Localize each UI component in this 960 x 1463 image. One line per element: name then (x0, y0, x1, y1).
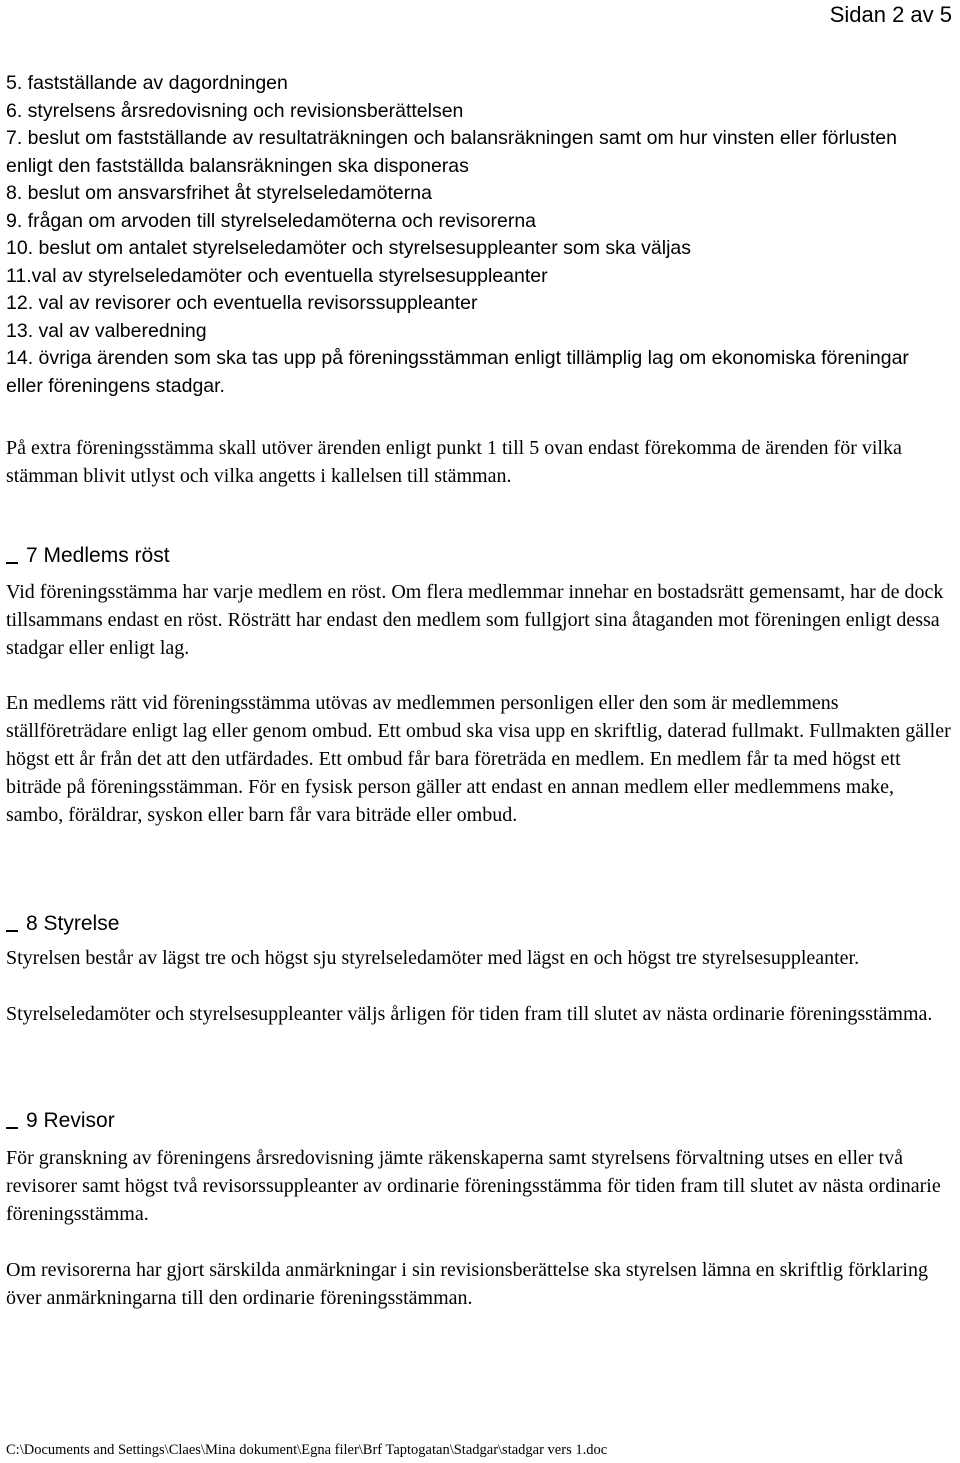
agenda-item: 12. val av revisorer och eventuella revisorssuppleanter (6, 292, 478, 314)
agenda-list (6, 70, 946, 400)
footer-file-path: C:\Documents and Settings\Claes\Mina dokument\Egna filer\Brf Taptogatan\Stadgar\stadgar vers 1.doc (6, 1442, 608, 1458)
agenda-item: 7. beslut om fastställande av resultaträkningen och balansräkningen samt om hur vinsten eller förlusten enligt den fastställda balansräkningen ska disponeras (6, 127, 897, 177)
page-number: Sidan 2 av 5 (829, 2, 952, 27)
agenda-item: 5. fastställande av dagordningen (6, 72, 288, 94)
section-9-paragraph-2 (6, 1256, 956, 1312)
paragraph-text: På extra föreningsstämma skall utöver ärenden enligt punkt 1 till 5 ovan endast förekomma de ärenden för vilka stämman blivit utlyst och vilka angetts i kallelsen till stämman. (6, 437, 902, 487)
agenda-item: 13. val av valberedning (6, 319, 207, 342)
section-7-heading (6, 543, 170, 569)
agenda-item: 11.val av styrelseledamöter och eventuella styrelsesuppleanter (6, 264, 548, 287)
agenda-item: 14. övriga ärenden som ska tas upp på föreningsstämman enligt tillämplig lag om ekonomiska föreningar eller föreningens stadgar. (6, 347, 909, 397)
heading-text: 9 Revisor (26, 1109, 115, 1132)
heading-marker-icon (6, 916, 18, 932)
agenda-item: 6. styrelsens årsredovisning och revisionsberättelsen (6, 99, 464, 122)
heading-marker-icon (6, 1113, 18, 1129)
paragraph-text: Om revisorerna har gjort särskilda anmärkningar i sin revisionsberättelse ska styrelsen lämna en skriftlig förklaring över anmärkningarna till den ordinarie föreningsstämman. (6, 1259, 928, 1309)
section-8-heading (6, 911, 119, 937)
heading-text: 8 Styrelse (26, 912, 120, 935)
agenda-item: 10. beslut om antalet styrelseledamöter och styrelsesuppleanter som ska väljas (6, 237, 692, 259)
section-9-paragraph-1 (6, 1144, 956, 1228)
paragraph-text: Vid föreningsstämma har varje medlem en röst. Om flera medlemmar innehar en bostadsrätt gemensamt, har de dock tillsammans endast en röst. Rösträtt har endast den medlem som fullgjort sina åtaganden mot föreningen enligt dessa stadgar eller enligt lag. (6, 581, 944, 659)
section-9-heading (6, 1108, 115, 1134)
paragraph-text: Styrelseledamöter och styrelsesuppleanter väljs årligen för tiden fram till slutet av nästa ordinarie föreningsstämma. (6, 1003, 933, 1025)
heading-text: 7 Medlems röst (26, 544, 170, 567)
section-8-paragraph-2 (6, 1000, 956, 1028)
agenda-item: 9. frågan om arvoden till styrelseledamöterna och revisorerna (6, 209, 537, 232)
extra-meeting-paragraph (6, 434, 956, 490)
heading-marker-icon (6, 548, 18, 564)
section-7-paragraph-1 (6, 578, 956, 662)
paragraph-text: En medlems rätt vid föreningsstämma utövas av medlemmen personligen eller den som är medlemmens ställföreträdare enligt lag eller genom ombud. Ett ombud ska visa upp en skriftlig, daterad fullmakt. Fullmakten gäller högst ett år från det att den utfärdades. Ett ombud får bara företräda en medlem. En medlem får ta med högst ett biträde på föreningsstämman. För en fysisk person gäller att endast en annan medlem eller medlemmens make, sambo, föräldrar, syskon eller barn får vara biträde eller ombud. (6, 692, 951, 826)
paragraph-text: För granskning av föreningens årsredovisning jämte räkenskaperna samt styrelsens förvaltning utses en eller två revisorer samt högst två revisorssuppleanter av ordinarie föreningsstämma för tiden fram till slutet av nästa ordinarie föreningsstämma. (6, 1147, 941, 1225)
paragraph-text: Styrelsen består av lägst tre och högst sju styrelseledamöter med lägst en och högst tre styrelsesuppleanter. (6, 947, 860, 969)
section-8-paragraph-1 (6, 944, 956, 972)
agenda-item: 8. beslut om ansvarsfrihet åt styrelseledamöterna (6, 182, 432, 204)
section-7-paragraph-2 (6, 689, 956, 829)
